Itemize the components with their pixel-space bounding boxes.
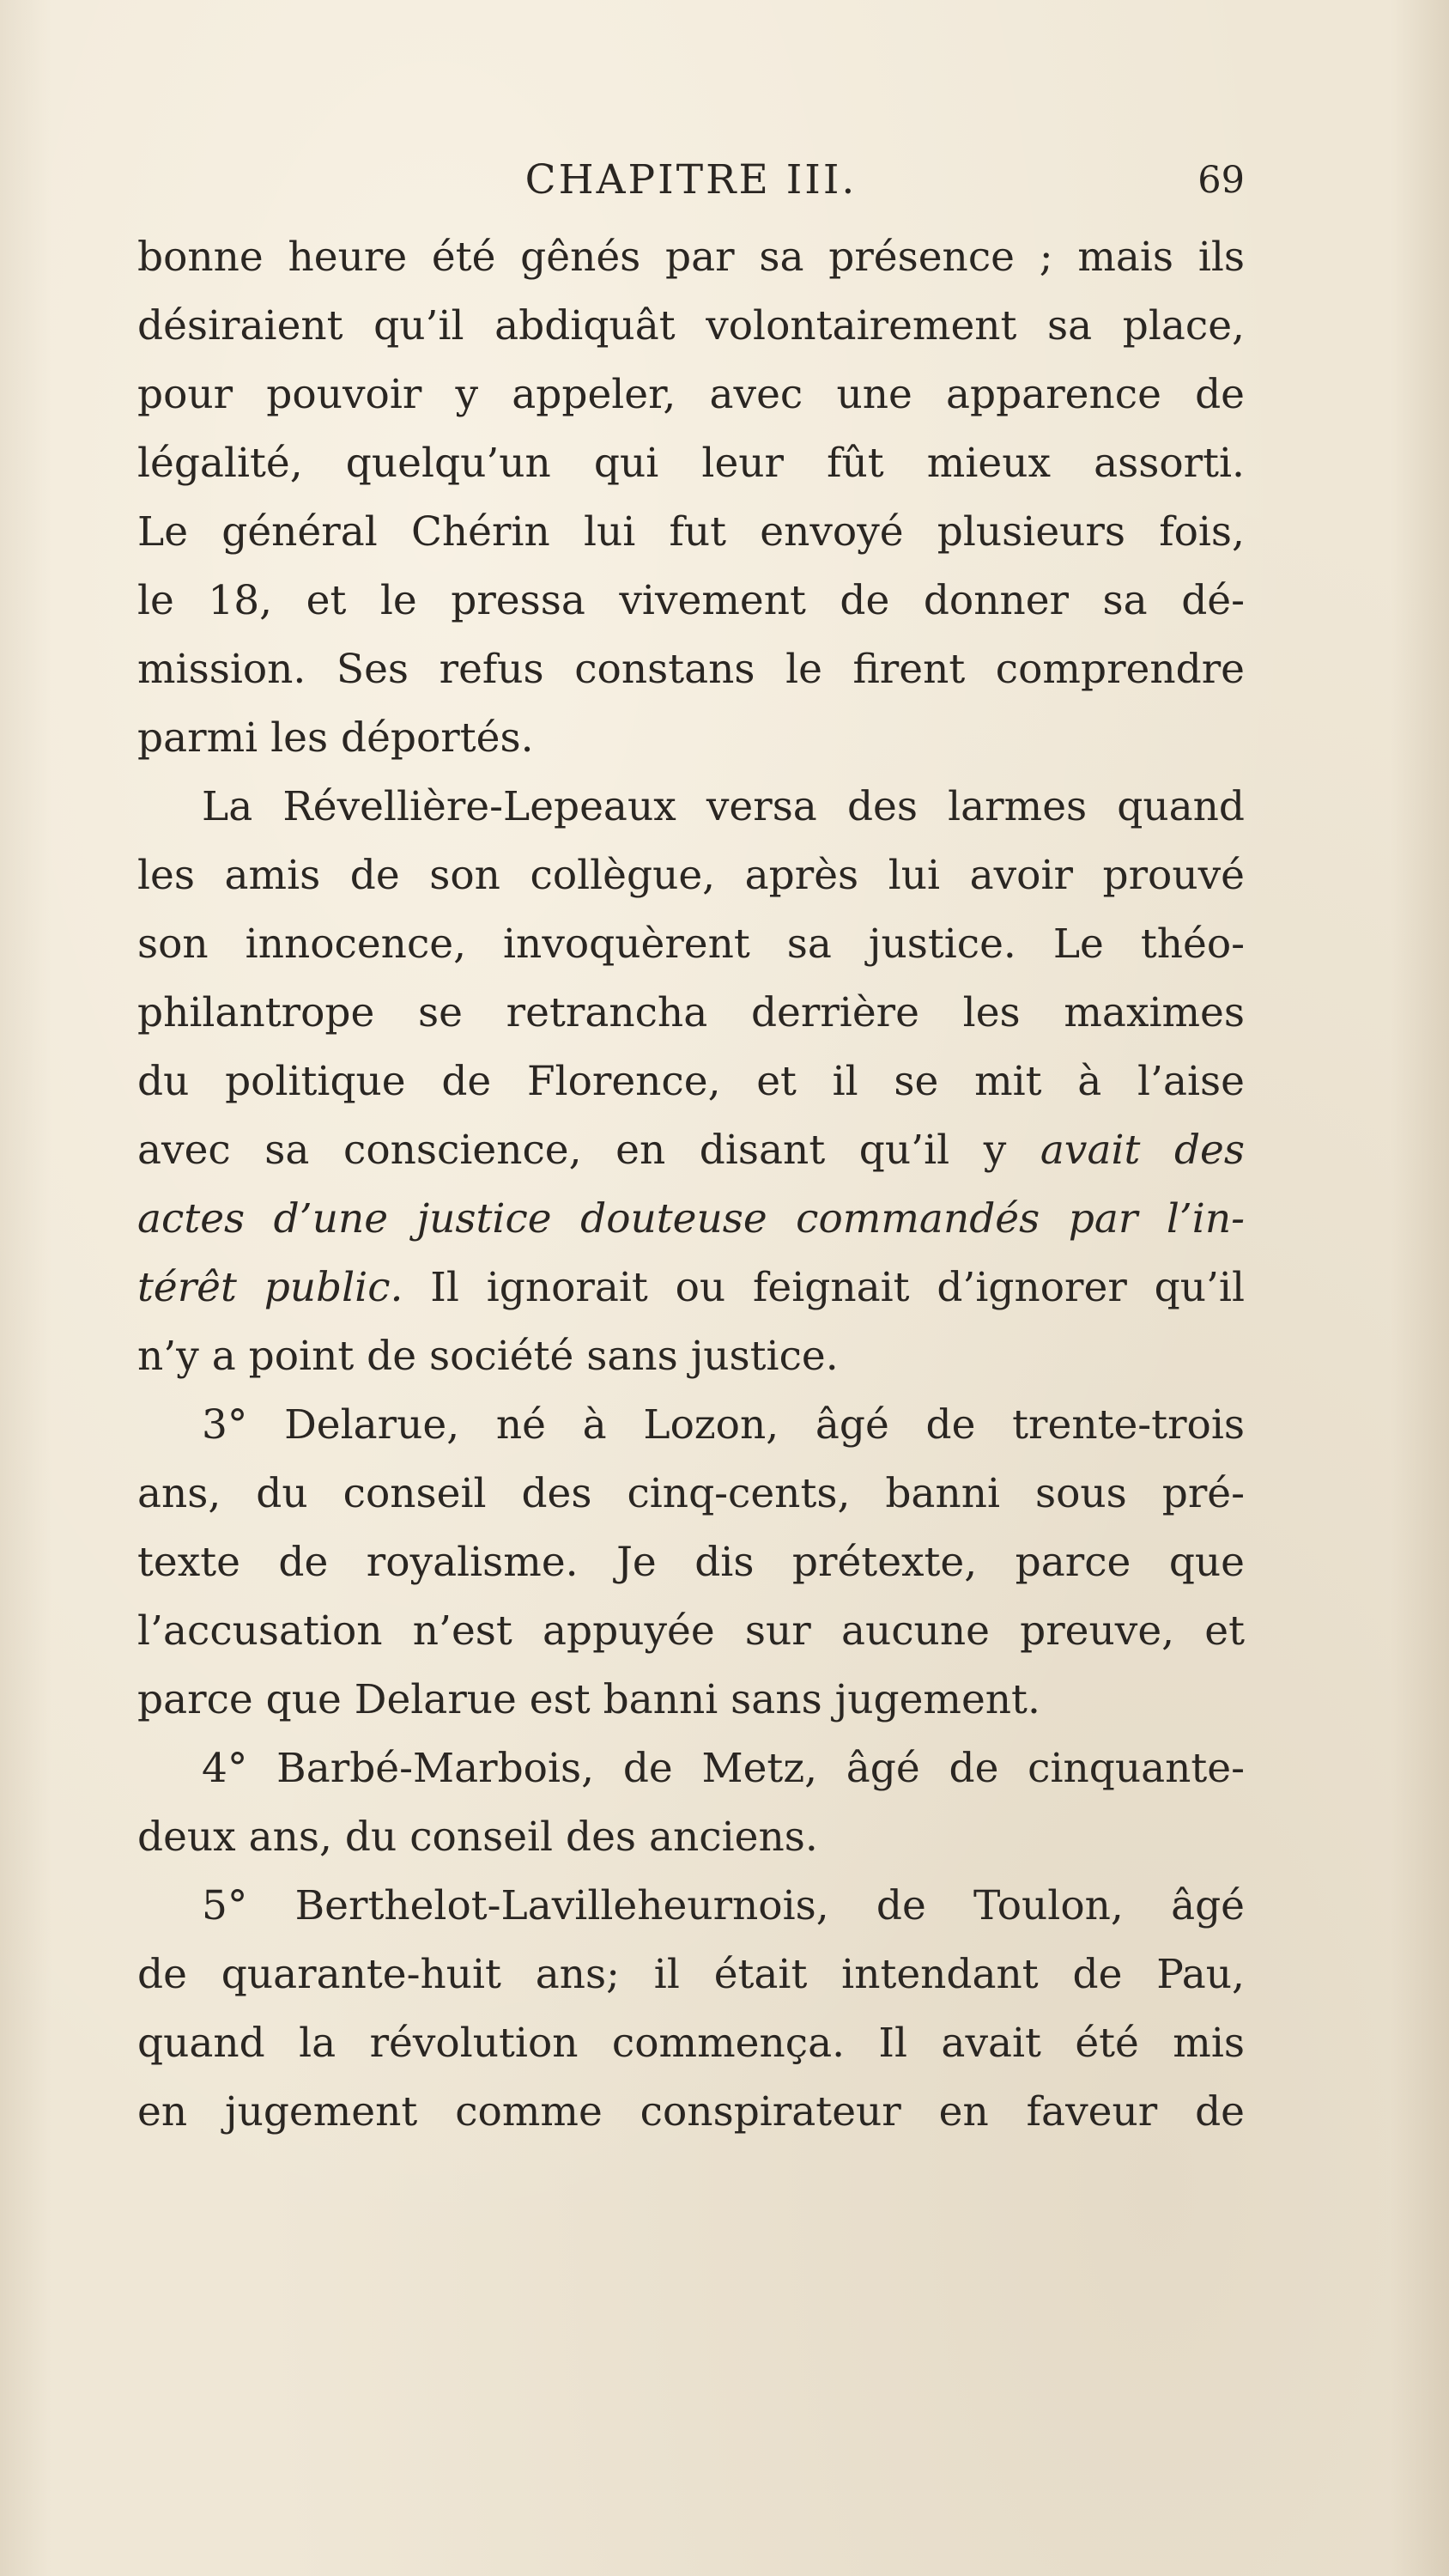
text-line: l’accusation n’est appuyée sur aucune preuve, et [137, 1607, 1245, 1655]
text-line: son innocence, invoquèrent sa justice. Le théo- [137, 920, 1245, 968]
text-line: le 18, et le pressa vivement de donner sa dé- [137, 577, 1245, 624]
body-text [137, 223, 1245, 2147]
text-line: deux ans, du conseil des anciens. [137, 1814, 818, 1861]
text-line: légalité, quelqu’un qui leur fût mieux assorti. [137, 440, 1245, 487]
text-line-part: Il ignorait ou feignait d’ignorer qu’il [403, 1264, 1245, 1311]
text-line: mission. Ses refus constans le firent comprendre [137, 646, 1245, 693]
italic-text: térêt public. [137, 1264, 403, 1311]
text-line: n’y a point de société sans justice. [137, 1333, 839, 1380]
text-line: Le général Chérin lui fut envoyé plusieurs fois, [137, 508, 1245, 556]
italic-text: avait des [1040, 1127, 1245, 1174]
text-line [137, 1116, 1245, 1185]
text-line: du politique de Florence, et il se mit à l’aise [137, 1058, 1245, 1105]
text-line: ans, du conseil des cinq-cents, banni sous pré- [137, 1470, 1245, 1517]
italic-text-line: actes d’une justice douteuse commandés par l’in- [137, 1195, 1245, 1242]
text-line: en jugement comme conspirateur en faveur de [137, 2088, 1245, 2136]
text-line: bonne heure été gênés par sa présence ; mais ils [137, 234, 1245, 281]
text-line: quand la révolution commença. Il avait été mis [137, 2020, 1245, 2067]
text-line: 5° Berthelot-Lavilleheurnois, de Toulon, âgé [202, 1882, 1245, 1929]
text-line: 3° Delarue, né à Lozon, âgé de trente-trois [202, 1401, 1245, 1449]
text-line-part: avec sa conscience, en disant qu’il y [137, 1127, 1040, 1174]
text-line: désiraient qu’il abdiquât volontairement sa place, [137, 302, 1245, 349]
text-line: les amis de son collègue, après lui avoir prouvé [137, 852, 1245, 899]
text-line: La Révellière-Lepeaux versa des larmes quand [202, 783, 1245, 830]
page-number: 69 [1197, 159, 1245, 202]
text-line [137, 1254, 1245, 1322]
page-header [137, 146, 1245, 215]
text-line: texte de royalisme. Je dis prétexte, parce que [137, 1539, 1245, 1586]
text-line: parmi les déportés. [137, 714, 534, 762]
text-line: pour pouvoir y appeler, avec une apparence de [137, 371, 1245, 418]
text-line: parce que Delarue est banni sans jugement. [137, 1676, 1040, 1723]
running-title: CHAPITRE III. [524, 156, 858, 204]
text-line: 4° Barbé-Marbois, de Metz, âgé de cinquante- [202, 1745, 1245, 1792]
text-line: philantrope se retrancha derrière les maximes [137, 989, 1245, 1036]
text-line: de quarante-huit ans; il était intendant de Pau, [137, 1951, 1245, 1998]
